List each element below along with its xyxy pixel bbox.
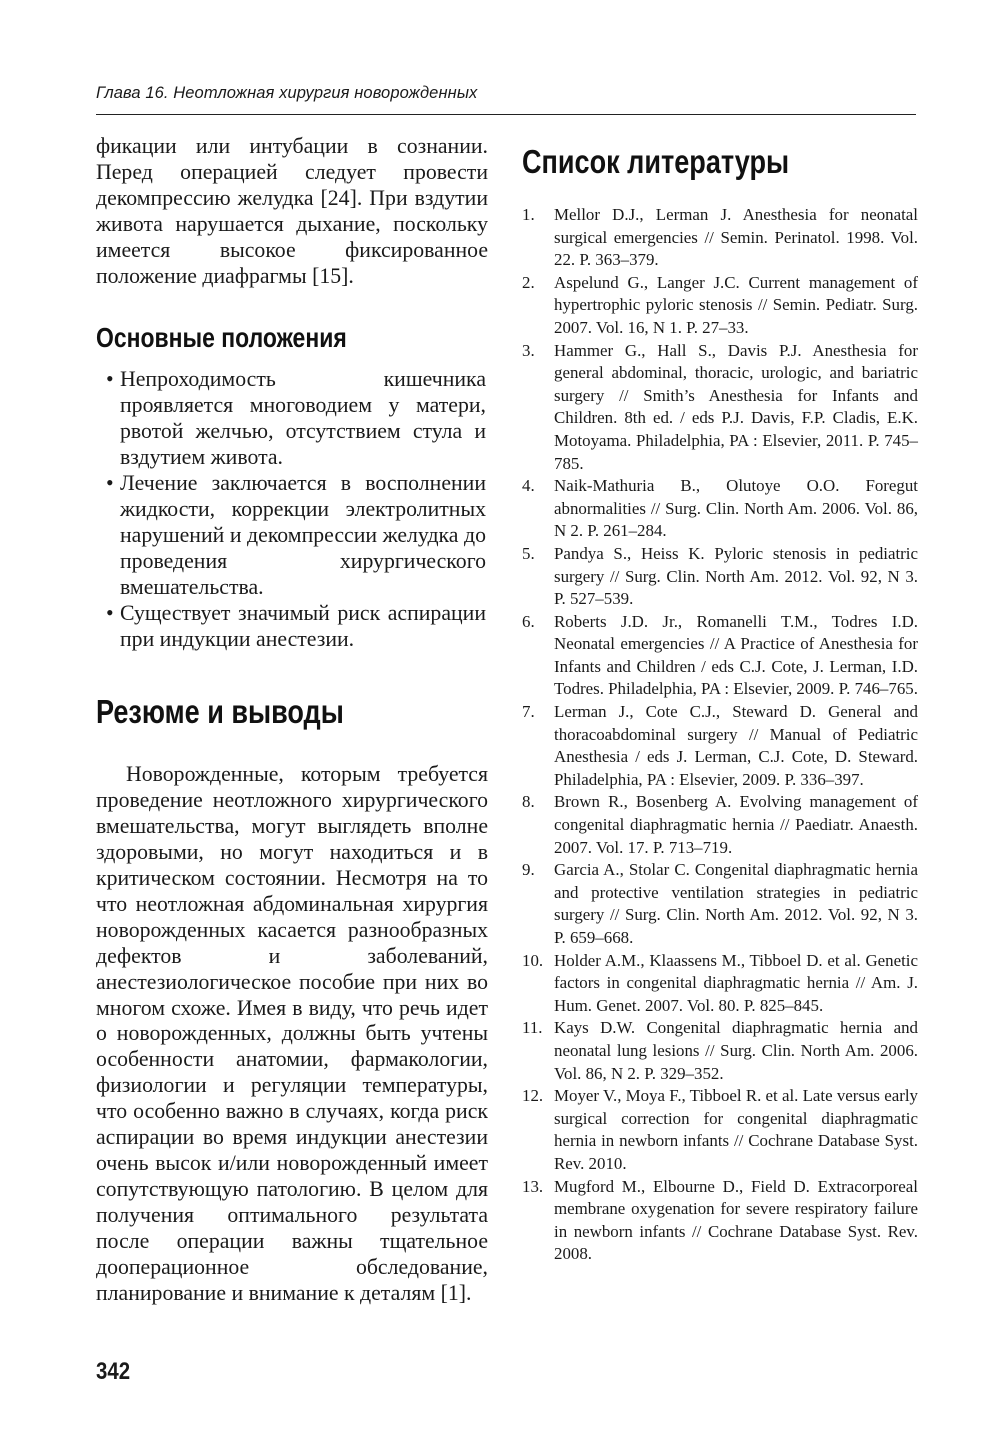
reference-item bbox=[522, 1176, 918, 1266]
reference-number: 4. bbox=[522, 476, 535, 496]
reference-number: 8. bbox=[522, 792, 535, 812]
reference-item bbox=[522, 950, 918, 1018]
reference-text: Brown R., Bosenberg A. Evolving management of congenital diaphragmatic hernia // Paediatr. Anaesth. 2007. Vol. 17. P. 713–719. bbox=[554, 792, 918, 857]
reference-text: Pandya S., Heiss K. Pyloric stenosis in pediatric surgery // Surg. Clin. North Am. 2012. Vol. 92, N 3. P. 527–539. bbox=[554, 543, 918, 609]
key-point-item bbox=[96, 367, 488, 471]
reference-text: Mellor D.J., Lerman J. Anesthesia for neonatal surgical emergencies // Semin. Perinatol. 1998. Vol. 22. P. 363–379. bbox=[554, 205, 918, 270]
reference-number: 9. bbox=[522, 860, 535, 880]
key-point-text: Существует значимый риск аспирации при индукции анестезии. bbox=[120, 600, 486, 651]
references-heading: Список литературы bbox=[522, 143, 790, 180]
reference-item bbox=[522, 272, 918, 340]
reference-item bbox=[522, 1017, 918, 1085]
reference-item bbox=[522, 701, 918, 791]
right-column bbox=[522, 134, 918, 1266]
reference-text: Lerman J., Cote C.J., Steward D. General and thoracoabdominal surgery // Manual of Pediatric Anesthesia / eds J. Lerman, C.J. Cote, D. Steward. Philadelphia, PA : Elsevier, 2009. P. 336–397. bbox=[554, 702, 918, 789]
reference-item bbox=[522, 543, 918, 611]
reference-item bbox=[522, 204, 918, 272]
key-point-item bbox=[96, 471, 488, 601]
reference-item bbox=[522, 340, 918, 476]
reference-item bbox=[522, 611, 918, 701]
key-point-text: Лечение заключается в восполнении жидкости, коррекции электролитных нарушений и декомпрессии желудка до проведения хирургического вмешательства. bbox=[120, 471, 486, 599]
reference-item bbox=[522, 859, 918, 949]
page-number: 342 bbox=[96, 1358, 131, 1385]
chapter-title: Глава 16. Неотложная хирургия новорожденных bbox=[96, 84, 478, 102]
reference-number: 13. bbox=[522, 1176, 544, 1196]
reference-text: Hammer G., Hall S., Davis P.J. Anesthesia for general abdominal, thoracic, urologic, and bariatric surgery // Smith’s Anesthesia for Infants and Children. 8th ed. / eds P.J. Davis, F.P. Cladis, E.K. Motoyama. Philadelphia, PA : Elsevier, 2011. P. 745–785. bbox=[554, 340, 918, 473]
reference-text: Roberts J.D. Jr., Romanelli T.M., Todres I.D. Neonatal emergencies // A Practice of Anesthesia for Infants and Children / eds C.J. Cote, J. Lerman, I.D. Todres. Philadelphia, PA : Elsevier, 2009. P. 746–765. bbox=[554, 611, 918, 699]
reference-number: 10. bbox=[522, 950, 544, 970]
reference-text: Naik-Mathuria B., Olutoye O.O. Foregut abnormalities // Surg. Clin. North Am. 2006. Vol. 86, N 2. P. 261–284. bbox=[554, 476, 918, 541]
bullet-icon: • bbox=[106, 600, 114, 625]
key-point-item bbox=[96, 601, 488, 653]
key-points-heading: Основные положения bbox=[96, 322, 347, 354]
reference-text: Kays D.W. Congenital diaphragmatic hernia and neonatal lung lesions // Surg. Clin. North Am. 2006. Vol. 86, N 2. P. 329–352. bbox=[554, 1018, 918, 1083]
reference-number: 3. bbox=[522, 340, 535, 360]
reference-number: 12. bbox=[522, 1086, 544, 1106]
intro-paragraph: фикации или интубации в сознании. Перед операцией следует провести декомпрессию желудка [24]. При вздутии живота нарушается дыхание, поскольку имеется высокое фиксированное положение диафрагмы [15]. bbox=[96, 134, 488, 288]
reference-number: 7. bbox=[522, 702, 535, 722]
summary-paragraph: Новорожденные, которым требуется проведение неотложного хирургического вмешательства, могут выглядеть вполне здоровыми, но могут находиться и в критическом состоянии. Несмотря на то что неотложная абдоминальная хирургия новорожденных касается разнообразных дефектов и заболеваний, анестезиологическое пособие при них во многом схоже. Имея в виду, что речь идет о новорожденных, должны быть учтены особенности анатомии, фармакологии, физиологии и регуляции температуры, что особенно важно в случаях, когда риск аспирации во время индукции анестезии очень высок и/или новорожденный имеет сопутствующую патологию. В целом для получения оптимального результата после операции важны тщательное дооперационное обследование, планирование и внимание к деталям [1]. bbox=[96, 762, 488, 1305]
reference-item bbox=[522, 475, 918, 543]
references-list bbox=[522, 204, 918, 1266]
key-points-list bbox=[96, 367, 488, 652]
reference-number: 1. bbox=[522, 205, 535, 224]
bullet-icon: • bbox=[106, 471, 114, 496]
reference-text: Garcia A., Stolar C. Congenital diaphragmatic hernia and protective ventilation strategies in pediatric surgery // Surg. Clin. North Am. 2012. Vol. 92, N 3. P. 659–668. bbox=[554, 860, 918, 947]
reference-text: Moyer V., Moya F., Tibboel R. et al. Late versus early surgical correction for congenital diaphragmatic hernia in newborn infants // Cochrane Database Syst. Rev. 2010. bbox=[554, 1086, 918, 1173]
reference-text: Aspelund G., Langer J.C. Current management of hypertrophic pyloric stenosis // Semin. Pediatr. Surg. 2007. Vol. 16, N 1. P. 27–33. bbox=[554, 272, 918, 337]
key-point-text: Непроходимость кишечника проявляется многоводием у матери, рвотой желчью, отсутствием стула и вздутием живота. bbox=[120, 367, 486, 470]
reference-item bbox=[522, 791, 918, 859]
left-column bbox=[96, 134, 488, 1306]
reference-number: 11. bbox=[522, 1018, 543, 1038]
reference-text: Mugford M., Elbourne D., Field D. Extracorporeal membrane oxygenation for severe respiratory failure in newborn infants // Cochrane Database Syst. Rev. 2008. bbox=[554, 1176, 918, 1264]
reference-item bbox=[522, 1085, 918, 1175]
bullet-icon: • bbox=[106, 367, 114, 392]
reference-number: 5. bbox=[522, 543, 535, 563]
running-header bbox=[96, 84, 916, 115]
reference-number: 6. bbox=[522, 611, 535, 631]
reference-text: Holder A.M., Klaassens M., Tibboel D. et al. Genetic factors in congenital diaphragmatic hernia // Am. J. Hum. Genet. 2007. Vol. 80. P. 825–845. bbox=[554, 950, 918, 1015]
summary-heading: Резюме и выводы bbox=[96, 693, 344, 731]
reference-number: 2. bbox=[522, 272, 535, 292]
